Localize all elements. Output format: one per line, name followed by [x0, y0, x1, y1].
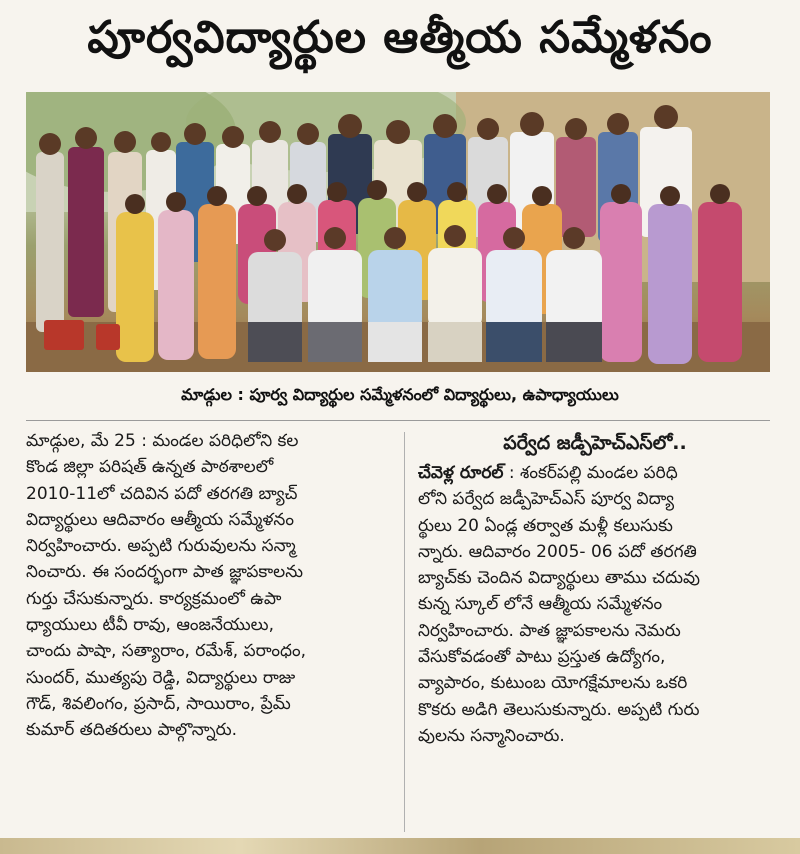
article-first-line-text: : శంకర్‌పల్లి మండల పరిధి — [503, 463, 678, 483]
article-first-line — [418, 460, 772, 486]
article-line: గౌడ్, శివలింగం, ప్రసాద్, సాయిరాం, ప్రేమ్ — [26, 693, 291, 714]
group-photo — [26, 92, 770, 372]
article-line: కొకరు అడిగి తెలుసుకున్నారు. అప్పటి గురు — [418, 699, 700, 720]
article-line: వ్యాపారం, కుటుంబ యోగక్షేమాలను ఒకరి — [418, 673, 688, 694]
article-dateline: చేవెళ్ల రూరల్ — [418, 463, 504, 483]
article-line: చాందు పాషా, సత్యారాం, రమేశ్, పరాంధం, — [26, 641, 306, 662]
bottom-image-strip — [0, 838, 800, 854]
article-line: నించారు. ఈ సందర్భంగా పాత జ్ఞాపకాలను — [26, 562, 304, 583]
article-line: నిర్వహించారు. అప్పటి గురువులను సన్మా — [26, 536, 296, 557]
article-line: వేసుకోవడంతో పాటు ప్రస్తుత ఉద్యోగం, — [418, 647, 666, 668]
article-line: బ్యాచ్‌కు చెందిన విద్యార్థులు తాము చదువు — [418, 568, 700, 589]
article-line: నిర్వహించారు. పాత జ్ఞాపకాలను నెమరు — [418, 620, 681, 641]
article-line: కొండ జిల్లా పరిషత్ ఉన్నత పాఠశాలలో — [26, 457, 274, 478]
article-line: 2010-11లో చదివిన పదో తరగతి బ్యాచ్ — [26, 483, 298, 504]
headline: పూర్వవిద్యార్థుల ఆత్మీయ సమ్మేళనం — [87, 12, 713, 63]
article-line: గుర్తు చేసుకున్నారు. కార్యక్రమంలో ఉపా — [26, 588, 282, 609]
photo-caption: మాడ్గుల : పూర్వ విద్యార్థుల సమ్మేళనంలో విద్యార్థులు, ఉపాధ్యాయులు — [181, 384, 619, 404]
article-subhead: పర్వేద జడ్పీహెచ్ఎస్‌లో.. — [503, 432, 687, 454]
article-line: కున్న స్కూల్ లోనే ఆత్మీయ సమ్మేళనం — [418, 594, 663, 615]
group-photo-icon — [26, 92, 770, 372]
article-line: వులను సన్మానించారు. — [418, 725, 565, 746]
article-line: కుమార్ తదితరులు పాల్గొన్నారు. — [26, 720, 238, 741]
right-article — [418, 428, 772, 749]
column-divider — [404, 432, 405, 832]
article-line: న్నారు. ఆదివారం 2005- 06 పదో తరగతి — [418, 541, 697, 562]
article-line: విద్యార్థులు ఆదివారం ఆత్మీయ సమ్మేళనం — [26, 509, 294, 530]
article-line: మాడ్గుల, మే 25 : మండల పరిధిలోని కల — [26, 431, 299, 451]
article-line: ర్థులు 20 ఏండ్ల తర్వాత మళ్లీ కలుసుకు — [418, 515, 673, 536]
article-line: సుందర్, ముత్యపు రెడ్డి, విద్యార్థులు రాజు — [26, 667, 296, 688]
article-line: లోని పర్వేద జడ్పీహెచ్ఎస్ పూర్వ విద్యా — [418, 489, 675, 510]
article-line: ధ్యాయులు టీవీ రావు, ఆంజనేయులు, — [26, 615, 274, 636]
left-article — [26, 428, 386, 744]
caption-rule — [26, 420, 770, 421]
